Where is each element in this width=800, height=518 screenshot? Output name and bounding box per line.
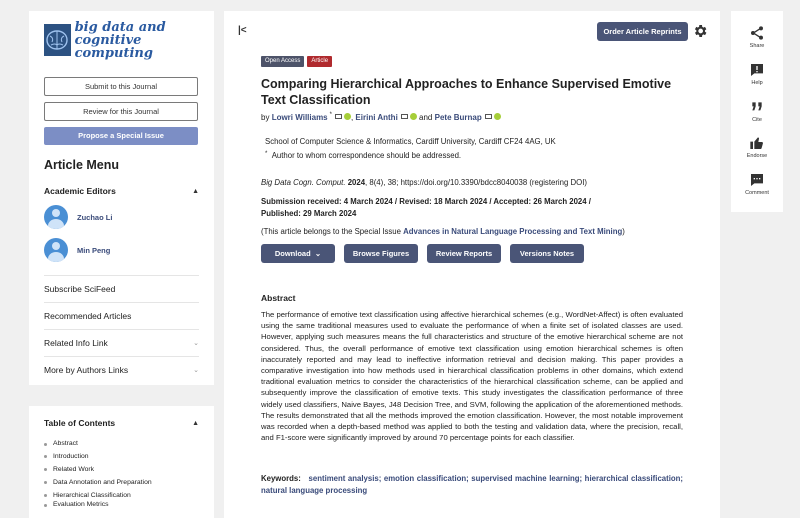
side-link-label: Related Info Link: [44, 338, 108, 348]
review-reports-button[interactable]: Review Reports: [427, 244, 501, 263]
propose-special-issue-button[interactable]: Propose a Special Issue: [44, 127, 198, 145]
collapse-sidebar-icon[interactable]: |<: [238, 25, 247, 36]
special-suffix: ): [622, 227, 625, 236]
order-reprints-button[interactable]: Order Article Reprints: [597, 22, 688, 41]
review-for-journal-button[interactable]: Review for this Journal: [44, 102, 198, 121]
logo-line1: big data and: [74, 19, 166, 35]
related-info-link-toggle[interactable]: [44, 329, 199, 356]
article-title: Comparing Hierarchical Approaches to Enhance Supervised Emotive Text Classification: [261, 77, 672, 107]
correspondence-note: [265, 151, 461, 160]
chevron-up-icon: ▲: [192, 419, 199, 427]
citation-details[interactable]: , 8(4), 38; https://doi.org/10.3390/bdcc8040038 (registering DOI): [365, 178, 587, 187]
journal-card: [29, 11, 214, 385]
toc-title: Table of Contents: [44, 418, 116, 428]
mail-icon[interactable]: [485, 114, 492, 119]
abstract-title: Abstract: [261, 293, 296, 303]
toc-item[interactable]: Introduction: [44, 452, 199, 462]
keywords: [261, 473, 683, 497]
chevron-down-icon: ⌄: [193, 367, 199, 374]
side-link-label: Subscribe SciFeed: [44, 284, 116, 294]
chevron-down-icon: ⌄: [312, 249, 322, 258]
toc-item[interactable]: Data Annotation and Preparation: [44, 478, 199, 488]
special-issue-note: [261, 227, 625, 236]
endorse-label: Endorse: [746, 153, 768, 159]
dates-line1: Submission received: 4 March 2024 / Revised: 18 March 2024 / Accepted: 26 March 2024 /: [261, 197, 591, 206]
orcid-icon[interactable]: [494, 113, 501, 120]
submit-to-journal-button[interactable]: Submit to this Journal: [44, 77, 198, 96]
toc-item[interactable]: Hierarchical Classification: [44, 491, 199, 501]
correspondence-star: *: [265, 151, 268, 157]
keywords-label: Keywords:: [261, 474, 301, 483]
author-link[interactable]: Lowri Williams: [271, 113, 328, 122]
chevron-up-icon: ▲: [192, 187, 199, 195]
logo-line2: cognitive computing: [74, 32, 153, 61]
article-main: [224, 11, 720, 518]
toc-item[interactable]: Abstract: [44, 439, 199, 449]
cite-label: Cite: [752, 117, 762, 123]
quote-icon: [749, 99, 765, 115]
browse-figures-button[interactable]: Browse Figures: [344, 244, 418, 263]
comment-action[interactable]: [731, 172, 783, 196]
versions-notes-button[interactable]: Versions Notes: [510, 244, 584, 263]
brain-logo-icon: [44, 24, 71, 56]
orcid-icon[interactable]: [344, 113, 351, 120]
editor-name: Min Peng: [77, 245, 111, 255]
comment-icon: [749, 172, 765, 188]
author-link[interactable]: Eirini Anthi: [355, 113, 398, 122]
table-of-contents-card: [29, 406, 214, 518]
special-prefix: (This article belongs to the Special Issue: [261, 227, 404, 236]
special-issue-link[interactable]: Advances in Natural Language Processing and Text Mining: [403, 227, 623, 236]
avatar: [44, 238, 68, 262]
share-icon: [749, 25, 765, 41]
publication-dates: [261, 196, 641, 220]
share-label: Share: [749, 43, 765, 49]
article-type-badge: Article: [307, 56, 332, 67]
thumbs-up-icon: [749, 135, 765, 151]
toc-toggle[interactable]: [44, 418, 199, 428]
more-by-authors-toggle[interactable]: [44, 356, 199, 383]
dates-line2: Published: 29 March 2024: [261, 209, 357, 218]
download-label: Download: [274, 249, 311, 258]
journal-abbrev: Big Data Cogn. Comput.: [261, 178, 346, 187]
editor-item[interactable]: [44, 205, 199, 229]
toc-item[interactable]: Evaluation Metrics: [44, 500, 199, 510]
endorse-action[interactable]: [731, 135, 783, 159]
help-label: Help: [751, 80, 763, 86]
open-access-badge: Open Access: [261, 56, 304, 67]
corresponding-star: *: [329, 111, 332, 118]
author-link[interactable]: Pete Burnap: [434, 113, 482, 122]
citation-year: 2024: [347, 178, 366, 187]
chevron-down-icon: ⌄: [193, 340, 199, 347]
toc-item[interactable]: Related Work: [44, 465, 199, 475]
author-list: by Lowri Williams * , Eirini Anthi and Pete Burnap: [261, 113, 501, 122]
gear-icon[interactable]: [692, 23, 708, 39]
share-action[interactable]: [731, 25, 783, 49]
right-action-rail: [731, 11, 783, 212]
subscribe-scifeed-link[interactable]: [44, 275, 199, 302]
and-label: and: [419, 113, 433, 122]
article-actions: [261, 244, 584, 263]
cite-action[interactable]: [731, 99, 783, 123]
mail-icon[interactable]: [335, 114, 342, 119]
affiliation: School of Computer Science & Informatics, Cardiff University, Cardiff CF24 4AG, UK: [265, 137, 556, 146]
toc-list: [44, 439, 199, 510]
citation-line: [261, 178, 587, 187]
side-link-label: Recommended Articles: [44, 311, 132, 321]
comment-label: Comment: [745, 190, 769, 196]
side-link-label: More by Authors Links: [44, 365, 129, 375]
help-action[interactable]: [731, 62, 783, 86]
help-icon: [749, 62, 765, 78]
recommended-articles-link[interactable]: [44, 302, 199, 329]
editor-item[interactable]: [44, 238, 199, 262]
journal-logo[interactable]: [44, 19, 199, 61]
editor-name: Zuchao Li: [77, 212, 113, 222]
left-sidebar: [29, 11, 214, 509]
article-menu-title: Article Menu: [44, 158, 120, 172]
keywords-list[interactable]: sentiment analysis; emotion classification; supervised machine learning; hierarchical classification; natural language processing: [261, 474, 684, 495]
by-label: by: [261, 113, 270, 122]
orcid-icon[interactable]: [410, 113, 417, 120]
academic-editors-title: Academic Editors: [44, 186, 116, 196]
download-button[interactable]: [261, 244, 335, 263]
avatar: [44, 205, 68, 229]
mail-icon[interactable]: [401, 114, 408, 119]
correspondence-text: Author to whom correspondence should be addressed.: [271, 151, 462, 160]
abstract-text: The performance of emotive text classification using affective hierarchical schemes (e.g., WordNet-Affect) is often evaluated using the same traditional measures used to evaluate the performance of when a finite set of isolated classes are used. However, applying such measures means the full characteristics and structure of the emotive hierarchical scheme are not considered. Thus, the overall performance of emotive text classification using emotion hierarchical schemes is often inaccurately reported and may lead to ineffective information retrieval and decision making. This paper provides a comparative investigation into how methods used in hierarchical classification problems in other domains, which extend traditional evaluation metrics to consider the characteristics of the hierarchical classification scheme, can be applied and subsequently improve the classification of emotive texts. This study investigates the classification performance of three widely used classifiers, Naive Bayes, J48 Decision Tree, and SVM, following the application of the aforementioned methods. The results demonstrated that all the methods improved the emotion classification. However, the most notable improvement was recorded when a depth-based method was applied to both the testing and validation data, where the precision, recall, and F1-score were significantly improved by around 70 percentage points for each classifier.: [261, 310, 683, 443]
academic-editors-toggle[interactable]: [44, 186, 199, 196]
article-badges: [261, 56, 332, 67]
